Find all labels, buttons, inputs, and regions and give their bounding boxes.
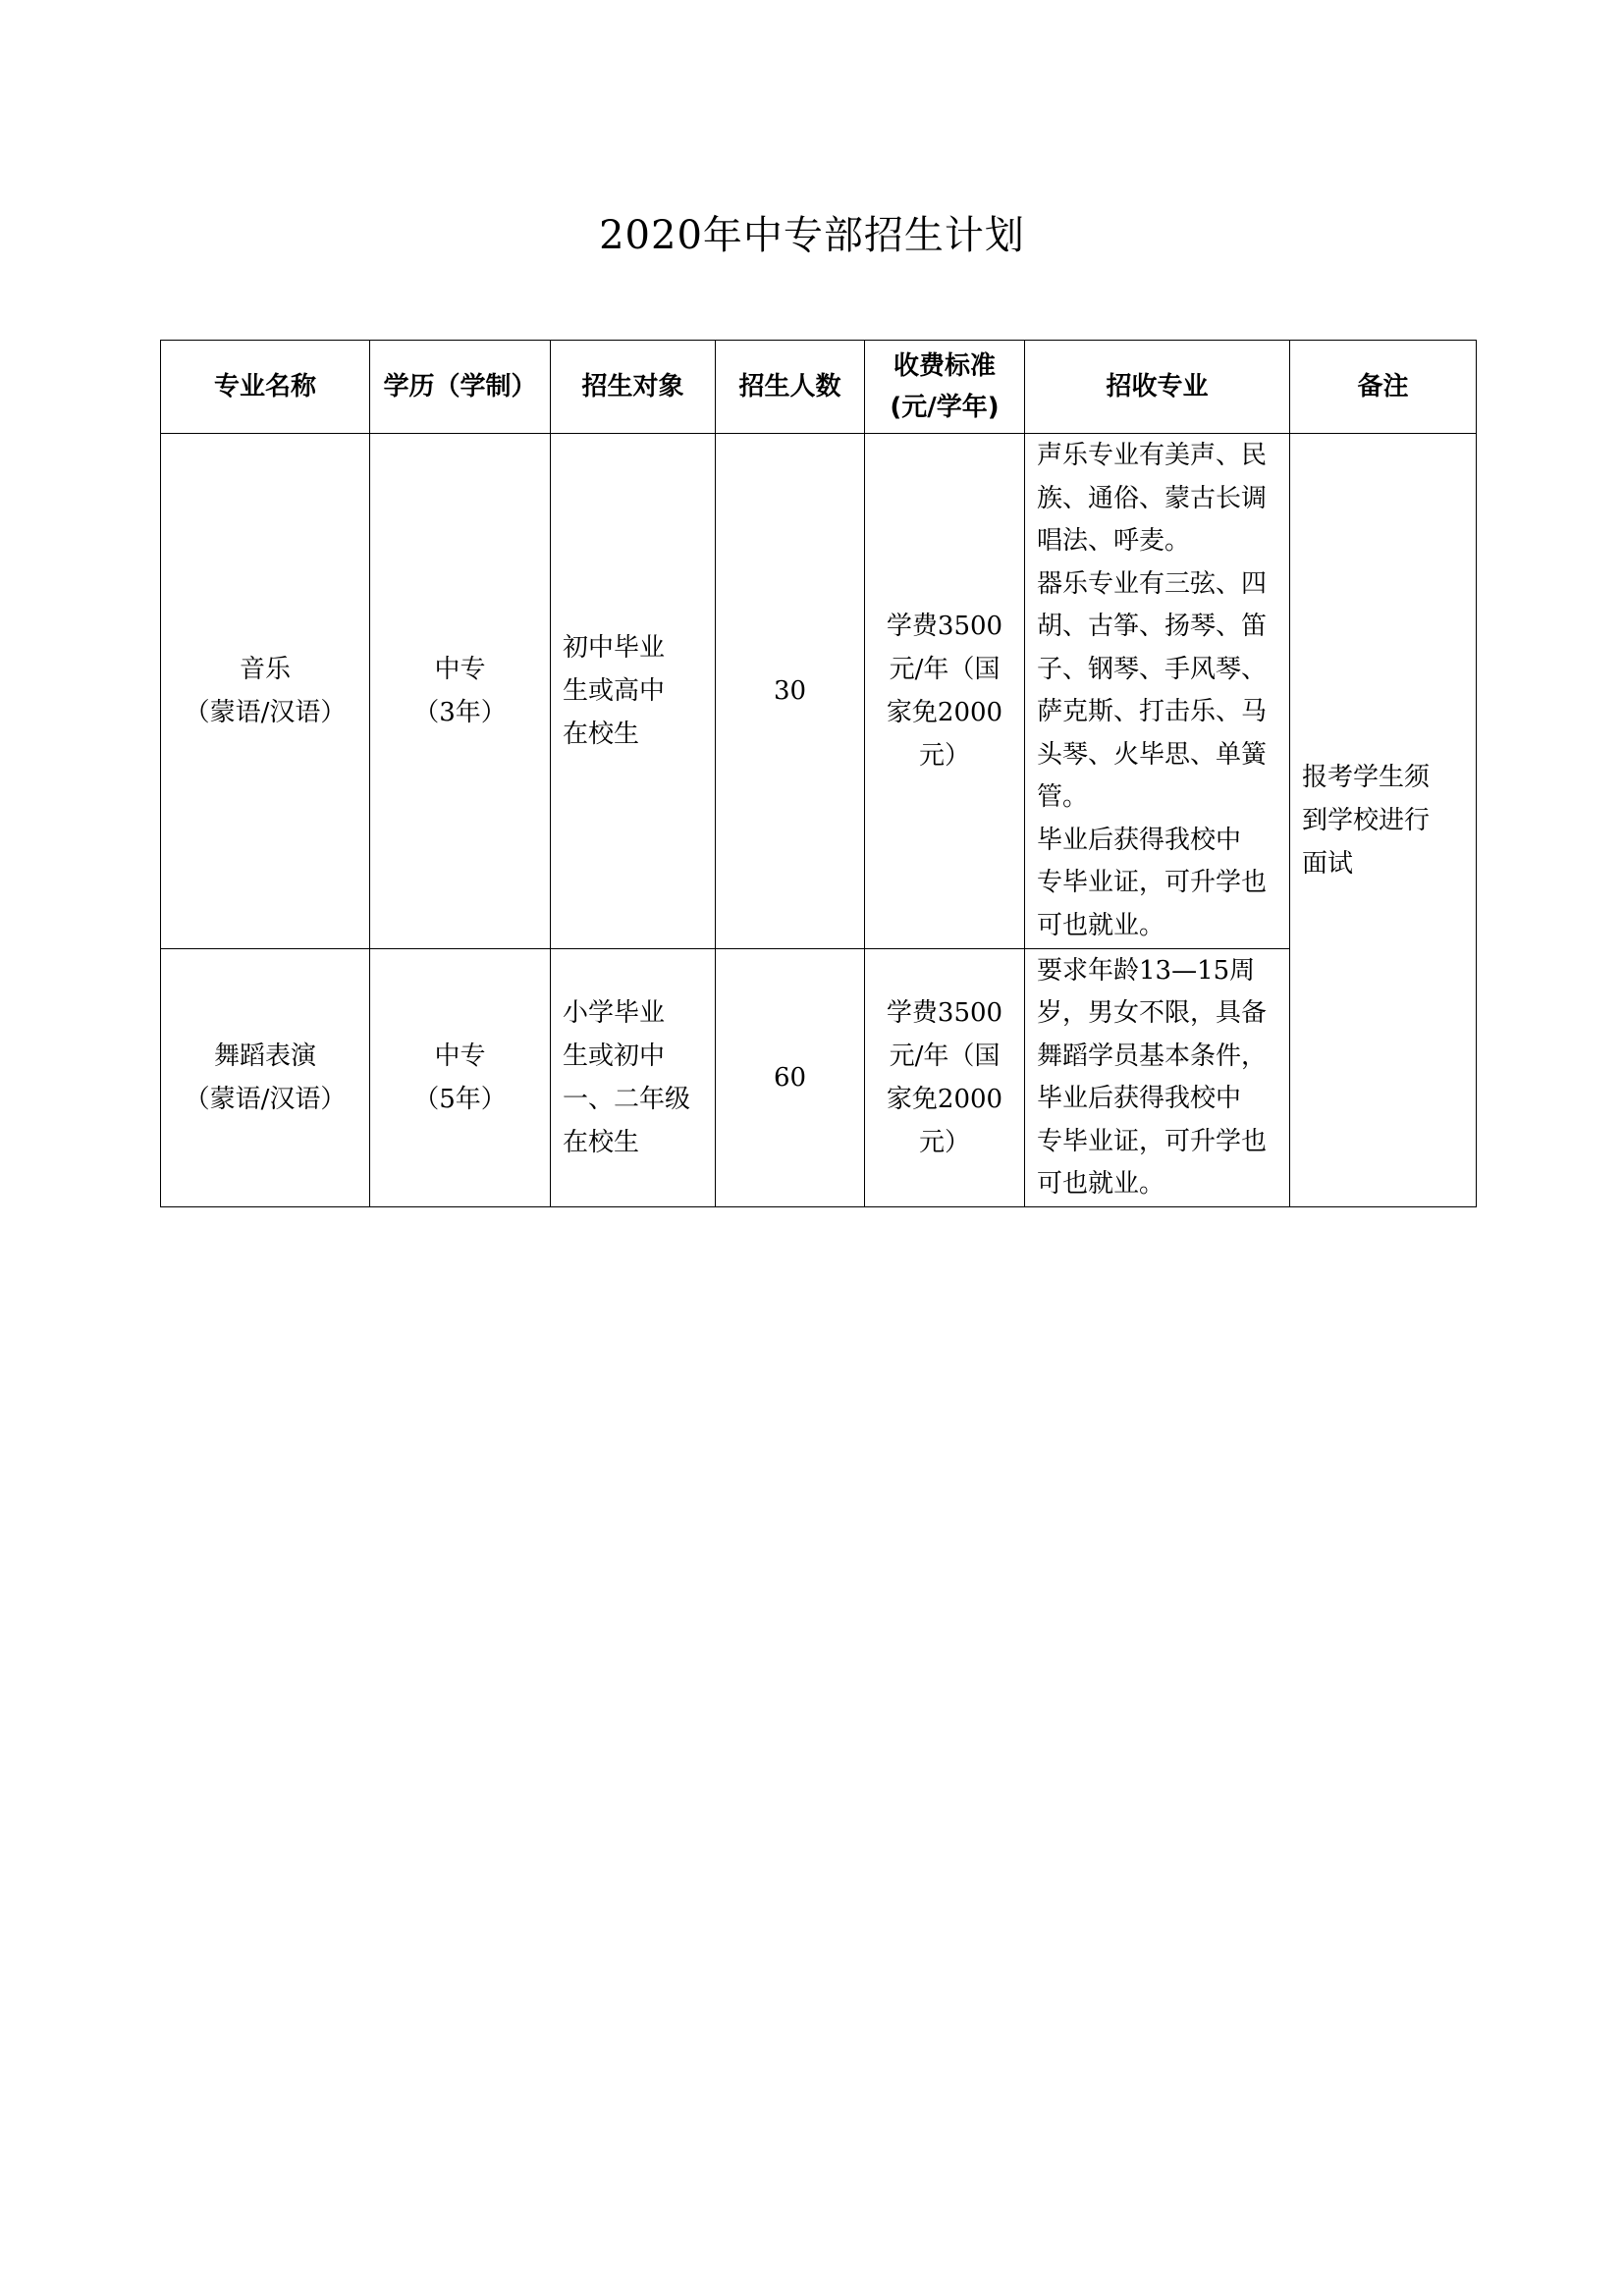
- header-fee-line1: 收费标准: [893, 351, 996, 381]
- header-fee-line2: (元/学年): [890, 393, 1000, 422]
- specialty-line: 专毕业证，可升学也: [1037, 868, 1268, 897]
- specialty-line: 唱法、呼麦。: [1037, 526, 1191, 556]
- specialty-line: 胡、古筝、扬琴、笛: [1037, 612, 1268, 641]
- fee-line: 学费3500: [886, 998, 1003, 1028]
- cell-fee: [865, 434, 1025, 949]
- specialty-line: 头琴、火毕思、单簧: [1037, 739, 1268, 770]
- education-duration-text: （3年）: [413, 698, 507, 727]
- target-line: 生或初中: [563, 1041, 666, 1071]
- cell-count: 60: [716, 949, 865, 1207]
- fee-line: 家免2000: [886, 698, 1003, 727]
- fee-line: 元/年（国: [889, 1041, 1001, 1071]
- table-row-music: [161, 434, 1477, 949]
- specialty-line: 子、钢琴、手风琴、: [1037, 654, 1268, 684]
- header-specialty: 招收专业: [1025, 341, 1290, 434]
- specialty-line: 要求年龄13—15周: [1037, 955, 1256, 986]
- major-name-text: 音乐: [239, 655, 291, 684]
- target-line: 生或高中: [563, 676, 666, 706]
- fee-line: 学费3500: [886, 612, 1003, 641]
- header-count: 招生人数: [716, 341, 865, 434]
- specialty-line: 毕业后获得我校中: [1037, 1084, 1242, 1113]
- specialty-line: 可也就业。: [1037, 910, 1165, 940]
- specialty-line: 专毕业证，可升学也: [1037, 1126, 1268, 1156]
- specialty-line: 可也就业。: [1037, 1169, 1165, 1199]
- target-line: 初中毕业: [563, 633, 666, 663]
- cell-education: [370, 434, 551, 949]
- remarks-line: 面试: [1302, 848, 1354, 879]
- fee-line: 家免2000: [886, 1085, 1003, 1114]
- specialty-line: 管。: [1037, 782, 1089, 812]
- cell-specialty: [1025, 434, 1290, 949]
- cell-target: [551, 434, 716, 949]
- cell-fee: [865, 949, 1025, 1207]
- enrollment-plan-table: [160, 340, 1477, 1207]
- specialty-line: 器乐专业有三弦、四: [1037, 568, 1268, 599]
- education-level-text: 中专: [434, 655, 486, 684]
- major-name-text: 舞蹈表演: [213, 1041, 316, 1071]
- cell-education: [370, 949, 551, 1207]
- header-education: 学历（学制）: [370, 341, 551, 434]
- cell-count: 30: [716, 434, 865, 949]
- target-line: 在校生: [563, 720, 640, 749]
- target-line: 小学毕业: [563, 998, 666, 1028]
- specialty-line: 毕业后获得我校中: [1037, 825, 1242, 855]
- specialty-line: 族、通俗、蒙古长调: [1037, 483, 1268, 513]
- major-language-text: （蒙语/汉语）: [184, 698, 347, 727]
- specialty-line: 声乐专业有美声、民: [1037, 441, 1268, 470]
- fee-line: 元/年（国: [889, 655, 1001, 684]
- remarks-line: 到学校进行: [1302, 805, 1431, 835]
- header-fee: [865, 341, 1025, 434]
- header-major-name: 专业名称: [161, 341, 370, 434]
- cell-target: [551, 949, 716, 1207]
- cell-specialty: [1025, 949, 1290, 1207]
- target-line: 一、二年级: [563, 1085, 691, 1114]
- major-language-text: （蒙语/汉语）: [184, 1085, 347, 1114]
- header-target: 招生对象: [551, 341, 716, 434]
- cell-major-name: [161, 434, 370, 949]
- table-header-row: [161, 341, 1477, 434]
- table-row-dance: [161, 949, 1477, 1207]
- cell-remarks: [1290, 434, 1477, 1207]
- target-line: 在校生: [563, 1128, 640, 1157]
- cell-major-name: [161, 949, 370, 1207]
- education-duration-text: （5年）: [413, 1085, 507, 1114]
- specialty-line: 岁，男女不限，具备: [1037, 998, 1268, 1028]
- fee-line: 元）: [918, 1128, 970, 1157]
- page-title: 2020年中专部招生计划: [599, 213, 1025, 258]
- specialty-line: 舞蹈学员基本条件，: [1037, 1041, 1268, 1071]
- specialty-line: 萨克斯、打击乐、马: [1037, 697, 1268, 726]
- remarks-line: 报考学生须: [1302, 762, 1431, 792]
- header-remarks: 备注: [1290, 341, 1477, 434]
- education-level-text: 中专: [434, 1041, 486, 1071]
- fee-line: 元）: [918, 741, 970, 771]
